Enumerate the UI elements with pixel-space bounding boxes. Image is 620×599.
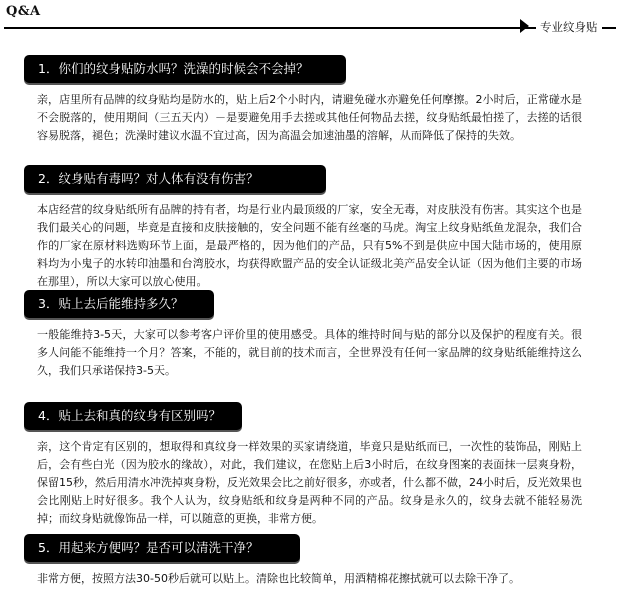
- page-header: [0, 0, 620, 44]
- answer-3: 一般能维持3-5天，大家可以参考客户评价里的使用感受。具体的维持时间与贴的部分以及保护的程度有关。很多人问能不能维持一个月？答案，不能的，就目前的技术而言，全世界没有任何一家品牌的纹身贴纸能维持这么久，我们只承诺保持3-5天。: [37, 328, 582, 377]
- triangle-marker-icon: [520, 19, 529, 33]
- answer-2: 本店经营的纹身贴纸所有品牌的持有者，均是行业内最顶级的厂家，安全无毒，对皮肤没有伤害。其实这个也是我们最关心的问题，毕竟是直接和皮肤接触的，安全问题不能有丝毫的马虎。淘宝上纹身贴纸鱼龙混杂，我们合作的厂家在原材料选购环节上面，是最严格的，因为他们的产品，只有5%不到是供应中国大陆市场的，使用原料均为小鬼子的水转印油墨和台湾胶水，均获得欧盟产品的安全认证级北美产品安全认证（因为他们主要的市场在那里），所以大家可以放心使用。: [37, 203, 582, 288]
- question-bar-4: 4．贴上去和真的纹身有区别吗？: [24, 402, 242, 430]
- answer-5: 非常方便，按照方法30-50秒后就可以贴上。清除也比较简单，用酒精棉花擦拭就可以去除干净了。: [37, 572, 520, 585]
- page-title: Q&A: [6, 4, 41, 19]
- header-tag: 专业纹身贴: [536, 19, 602, 35]
- question-bar-1: 1．你们的纹身贴防水吗？洗澡的时候会不会掉？: [24, 55, 346, 83]
- question-bar-2: 2．纹身贴有毒吗？对人体有没有伤害？: [24, 165, 326, 193]
- question-bar-3: 3．贴上去后能维持多久？: [24, 290, 214, 318]
- answer-1: 亲，店里所有品牌的纹身贴均是防水的，贴上后2个小时内，请避免碰水亦避免任何摩擦。2小时后，正常碰水是不会脱落的，使用期间（三五天内）－是要避免用手去搓或其他任何物品去搓，纹身贴纸最怕搓了，去搓的话很容易脱落，褪色；洗澡时建议水温不宜过高，因为高温会加速油墨的溶解，从而降低了保持的失效。: [37, 93, 582, 142]
- answer-4: 亲，这个肯定有区别的，想取得和真纹身一样效果的买家请绕道，毕竟只是贴纸而已，一次性的装饰品，刚贴上后，会有些白光（因为胶水的缘故），对此，我们建议，在您贴上后3小时后，在纹身图案的表面抹一层爽身粉，保留15秒，然后用清水冲洗掉爽身粉，反光效果会比之前好很多，亦或者，什么都不做，24小时后，反光效果也会比刚贴上时好很多。我个人认为，纹身贴纸和纹身是两种不同的产品。纹身是永久的，纹身去就不能轻易洗掉；而纹身贴就像饰品一样，可以随意的更换，非常方便。: [37, 440, 582, 525]
- question-bar-5: 5．用起来方便吗？是否可以清洗干净？: [24, 534, 300, 562]
